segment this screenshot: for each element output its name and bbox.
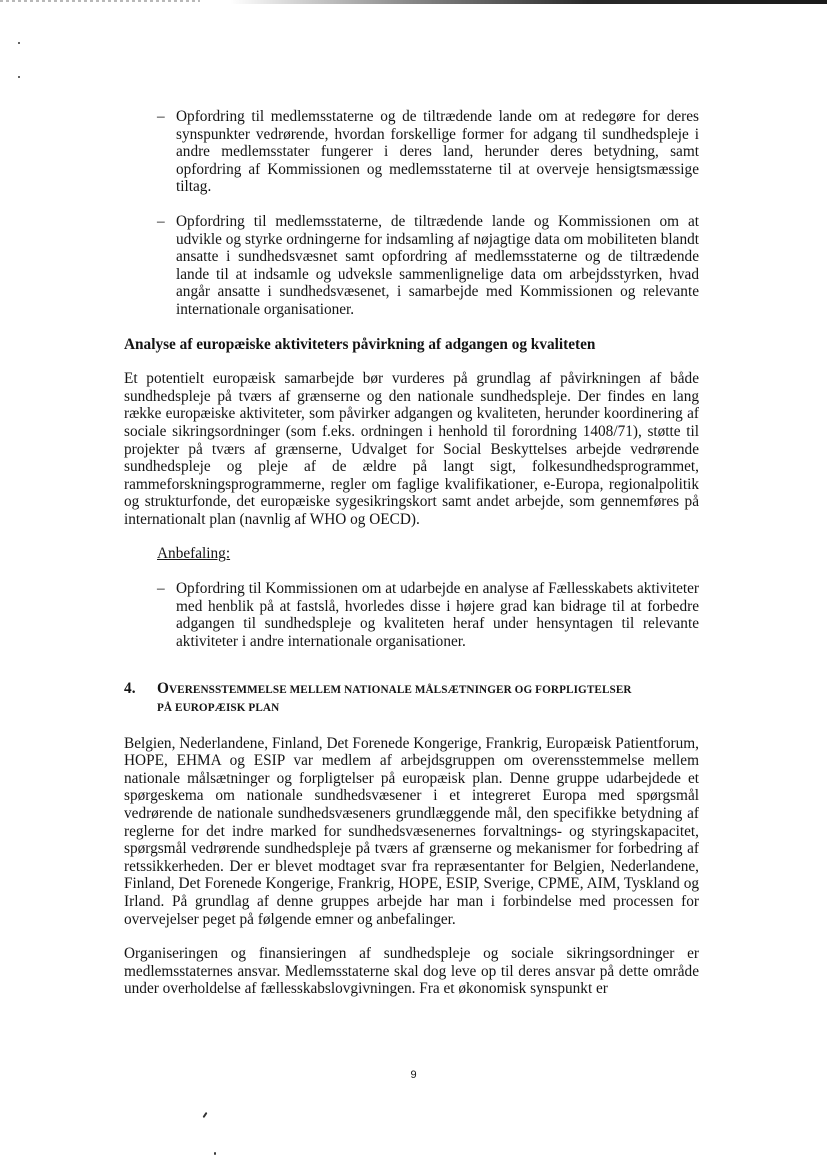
section-paragraph: Belgien, Nederlandene, Finland, Det Forenede Kongerige, Frankrig, Europæisk Patientforum, HOPE, EHMA og ESIP var medlem af arbejdsgruppen om overensstemmelse mellem nationale målsætninger og forpligtelser på europæisk plan. Denne gruppe udarbejdede et spørgeskema om nationale sundhedsvæsener i et integreret Europa med spørgsmål vedrørende de nationale sundhedsvæseners grundlæggende mål, den specifikke betydning af reglerne for det indre marked for sundhedsvæsenernes forvaltnings- og styringskapacitet, spørgsmål vedrørende sundhedspleje på tværs af grænserne og mekanismer for forbedring af retssikkerheden. Der er blevet modtaget svar fra repræsentanter for Belgien, Nederlandene, Finland, Det Forenede Kongerige, Frankrig, HOPE, ESIP, Sverige, CPME, AIM, Tyskland og Irland. På grundlag af denne gruppes arbejde har man i forbindelse med processen for overvejelser peget på følgende emner og anbefalinger. [124,734,699,928]
section-title-line: OVERENSSTEMMELSE MELLEM NATIONALE MÅLSÆTNINGER OG FORPLIGTELSER [157,680,632,698]
bullet-text: Opfordring til medlemsstaterne og de tiltrædende lande om at redegøre for deres synspunkter vedrørende, hvordan forskellige former for adgang til sundhedspleje i andre medlemsstater fungerer i deres land, herunder deres betydning, samt opfordring af Kommissionen og medlemsstaterne til at overveje hensigtsmæssige tiltag. [176,108,699,196]
scan-artifact-top [230,0,827,4]
list-item [124,213,699,319]
document-page [124,108,699,998]
bullet-dash: – [157,580,165,598]
list-item [124,108,699,196]
section-number: 4. [124,680,136,698]
section-title-line: PÅ EUROPÆISK PLAN [157,702,280,715]
scan-speck [18,42,20,44]
scan-artifact-left [0,0,200,2]
scan-speck [18,76,20,78]
recommendation-label: Anbefaling: [157,545,231,563]
analysis-heading: Analyse af europæiske aktiviteters påvirkning af adgangen og kvaliteten [124,335,596,353]
bullet-dash: – [157,212,165,230]
page-number: 9 [410,1069,417,1081]
scan-speck [214,1152,216,1155]
section-heading [124,680,699,717]
section-paragraph: Organiseringen og finansieringen af sundhedspleje og sociale sikringsordninger er medlemsstaternes ansvar. Medlemsstaterne skal dog leve op til deres ansvar på dette område under overholdelse af fællesskabslovgivningen. Fra et økonomisk synspunkt er [124,945,699,998]
list-item [124,580,699,650]
bullet-text: Opfordring til Kommissionen om at udarbejde en analyse af Fællesskabets aktiviteter med henblik på at fastslå, hvorledes disse i højere grad kan bidrage til at forbedre adgangen til sundhedspleje og kvaliteten heraf under hensyntagen til relevante aktiviteter i andre internationale organisationer. [176,580,699,650]
bullet-text: Opfordring til medlemsstaterne, de tiltrædende lande og Kommissionen om at udvikle og styrke ordningerne for indsamling af nøjagtige data om mobiliteten blandt ansatte i sundhedsvæsnet samt opfordring af medlemsstaterne og de tiltrædende lande til at indsamle og udveksle sammenlignelige data om arbejdsstyrken, hvad angår ansatte i sundhedsvæsenet, i samarbejde med Kommissionen og relevante internationale organisationer. [176,212,699,318]
analysis-paragraph: Et potentielt europæisk samarbejde bør vurderes på grundlag af påvirkningen af både sundhedspleje på tværs af grænserne og den nationale sundhedspleje. Der findes en lang række europæiske aktiviteter, som påvirker adgangen og kvaliteten, herunder koordinering af sociale sikringsordninger (som f.eks. ordningen i henhold til forordning 1408/71), støtte til projekter på tværs af grænserne, Udvalget for Social Beskyttelses arbejde vedrørende sundhedspleje og pleje af de ældre på langt sigt, folkesundhedsprogrammet, rammeforskningsprogrammerne, regler om faglige kvalifikationer, e-Europa, regionalpolitik og strukturfonde, det europæiske sygesikringskort samt andet arbejde, som gennemføres på internationalt plan (navnlig af WHO og OECD). [124,370,699,528]
scan-speck [202,1112,207,1118]
bullet-dash: – [157,108,165,125]
